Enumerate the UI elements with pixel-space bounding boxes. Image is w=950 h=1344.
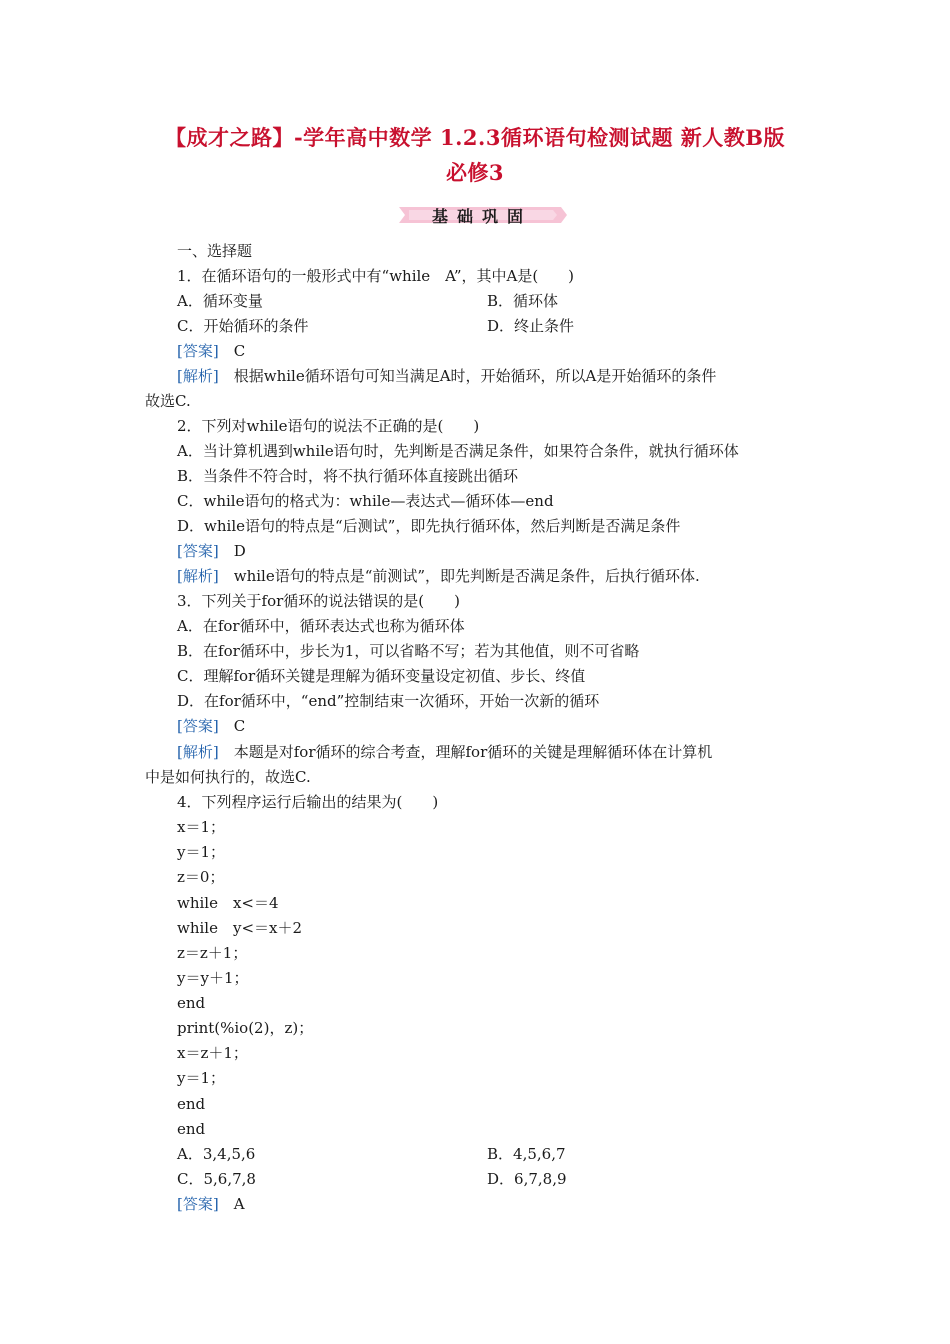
q2-stem: 2．下列对while语句的说法不正确的是( )	[177, 417, 480, 435]
section-banner	[395, 203, 569, 229]
q4-option-a: A．3,4,5,6	[177, 1145, 256, 1163]
q1-answer: C	[233, 342, 246, 360]
q4-code-line: end	[177, 1120, 206, 1138]
q1-option-b: B．循环体	[487, 292, 559, 310]
q4-code-line: while y<＝x＋2	[177, 919, 303, 937]
analysis-tag: [解析]	[177, 367, 219, 385]
q1-option-d: D．终止条件	[487, 317, 575, 335]
q4-code-line: z＝0；	[177, 868, 225, 886]
banner-label: 基础巩固	[431, 207, 532, 226]
q3-option-c: C．理解for循环关键是理解为循环变量设定初值、步长、终值	[177, 667, 586, 685]
q4-code-line: print(%io(2)，z)；	[177, 1019, 314, 1037]
q4-code-line: y＝y＋1；	[177, 969, 249, 987]
q1-stem: 1．在循环语句的一般形式中有“while A”，其中A是( )	[177, 267, 575, 285]
analysis-tag: [解析]	[177, 567, 219, 585]
q3-option-a: A．在for循环中，循环表达式也称为循环体	[177, 617, 465, 635]
q4-code-line: x＝z＋1；	[177, 1044, 248, 1062]
q4-code-line: while x<＝4	[177, 894, 279, 912]
q4-code-line: y＝1；	[177, 1069, 226, 1087]
q4-stem: 4．下列程序运行后输出的结果为( )	[177, 793, 439, 811]
q4-option-c: C．5,6,7,8	[177, 1170, 256, 1188]
q2-answer: D	[233, 542, 246, 560]
q3-option-b: B．在for循环中，步长为1，可以省略不写；若为其他值，则不可省略	[177, 642, 640, 660]
q4-code-line: x＝1；	[177, 818, 226, 836]
q2-answer-row	[177, 541, 246, 561]
q1-option-a: A．循环变量	[177, 292, 263, 310]
q1-answer-row	[177, 341, 245, 361]
answer-tag: [答案]	[177, 342, 219, 360]
answer-tag: [答案]	[177, 542, 219, 560]
q3-option-d: D．在for循环中，“end”控制结束一次循环，开始一次新的循环	[177, 692, 600, 710]
q3-analysis-row	[177, 742, 712, 762]
q1-option-c: C．开始循环的条件	[177, 317, 309, 335]
q3-answer: C	[233, 717, 246, 735]
q4-code-line: y＝1；	[177, 843, 226, 861]
q3-stem: 3．下列关于for循环的说法错误的是( )	[177, 592, 461, 610]
q4-option-d: D．6,7,8,9	[487, 1170, 567, 1188]
q4-code-line: end	[177, 1095, 206, 1113]
page-title-line2: 必修3	[445, 160, 505, 185]
q2-option-b: B．当条件不符合时，将不执行循环体直接跳出循环	[177, 467, 519, 485]
q3-answer-row	[177, 716, 245, 736]
q4-answer-row	[177, 1194, 245, 1214]
q1-analysis-row	[177, 366, 716, 386]
q4-code-line: z＝z＋1；	[177, 944, 248, 962]
q4-answer: A	[233, 1195, 245, 1213]
analysis-tag: [解析]	[177, 743, 219, 761]
answer-tag: [答案]	[177, 1195, 219, 1213]
q2-analysis-1: while语句的特点是“前测试”，即先判断是否满足条件，后执行循环体.	[233, 567, 700, 585]
section-heading: 一、选择题	[177, 242, 253, 260]
q3-analysis-1: 本题是对for循环的综合考查，理解for循环的关键是理解循环体在计算机	[233, 743, 713, 761]
q2-option-d: D．while语句的特点是“后测试”，即先执行循环体，然后判断是否满足条件	[177, 517, 681, 535]
answer-tag: [答案]	[177, 717, 219, 735]
q4-code-line: end	[177, 994, 206, 1012]
page-title-line1: 【成才之路】-学年高中数学 1.2.3循环语句检测试题 新人教B版	[164, 125, 786, 150]
q4-option-b: B．4,5,6,7	[487, 1145, 566, 1163]
q2-option-a: A．当计算机遇到while语句时，先判断是否满足条件，如果符合条件，就执行循环体	[177, 442, 739, 460]
q3-analysis-2: 中是如何执行的，故选C.	[145, 768, 311, 786]
q1-analysis-2: 故选C.	[145, 392, 191, 410]
q2-option-c: C．while语句的格式为：while—表达式—循环体—end	[177, 492, 554, 510]
q1-analysis-1: 根据while循环语句可知当满足A时，开始循环，所以A是开始循环的条件	[233, 367, 717, 385]
q2-analysis-row	[177, 566, 700, 586]
